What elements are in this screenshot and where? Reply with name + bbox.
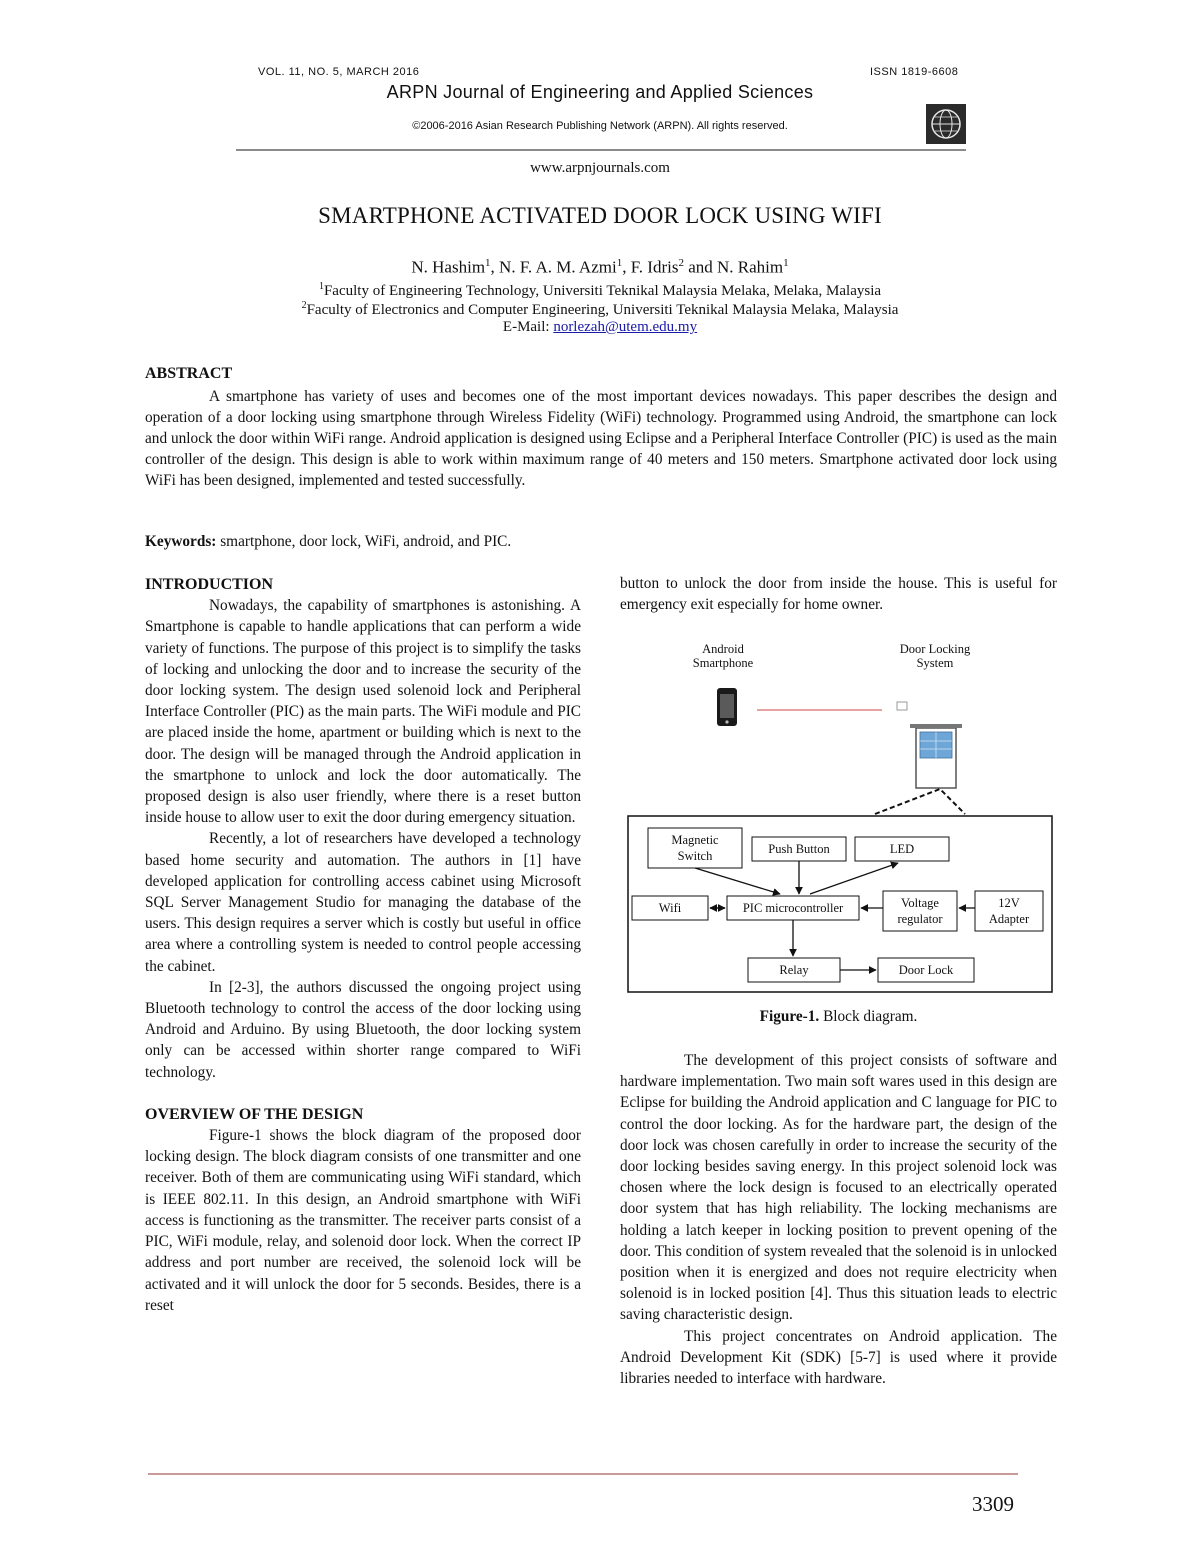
author-name: N. Hashim bbox=[411, 257, 486, 277]
journal-website: www.arpnjournals.com bbox=[530, 160, 670, 176]
author-name: N. Rahim bbox=[717, 257, 784, 277]
author-affiliation-mark: 1 bbox=[485, 257, 491, 269]
svg-text:Switch: Switch bbox=[677, 849, 713, 863]
email-line: E-Mail: norlezah@utem.edu.my bbox=[502, 319, 698, 335]
issn: ISSN 1819-6608 bbox=[870, 66, 959, 78]
page-number: 3309 bbox=[972, 1492, 1014, 1516]
author-separator: and bbox=[683, 257, 718, 277]
door-lock-block bbox=[878, 958, 974, 982]
svg-text:Magnetic: Magnetic bbox=[671, 833, 719, 847]
svg-text:Relay: Relay bbox=[779, 963, 809, 977]
abstract-heading: ABSTRACT bbox=[145, 365, 233, 382]
copyright-notice: ©2006-2016 Asian Research Publishing Network (ARPN). All rights reserved. bbox=[412, 120, 788, 132]
smartphone-icon bbox=[717, 688, 737, 726]
keywords: Keywords: smartphone, door lock, WiFi, android, and PIC. bbox=[145, 533, 512, 550]
svg-text:Wifi: Wifi bbox=[658, 901, 682, 915]
author-affiliation-mark: 1 bbox=[783, 257, 789, 269]
intro-paragraph-3: In [2-3], the authors discussed the ongoing project using Bluetooth technology to control the access of the door locking using Android and Arduino. By using Bluetooth, the door locking system only can be accessed within shorter range compared to WiFi technology. bbox=[145, 978, 581, 1081]
right-column-top bbox=[620, 573, 1057, 615]
door-icon bbox=[910, 724, 962, 788]
svg-text:LED: LED bbox=[889, 842, 915, 856]
author-separator: , bbox=[490, 257, 500, 277]
email-link[interactable]: norlezah@utem.edu.my bbox=[553, 319, 698, 335]
affiliation-2: $^2$Faculty of Electronics and Computer Engineering, Universiti Teknikal Malaysia Melaka, Malaysia bbox=[301, 300, 899, 318]
left-column bbox=[145, 574, 581, 1316]
block-diagram-figure bbox=[620, 636, 1060, 998]
author-affiliation-mark: 1 bbox=[616, 257, 623, 269]
door-system-label-1: Door Locking bbox=[899, 642, 971, 656]
android-label-2: Smartphone bbox=[692, 656, 754, 670]
pic-microcontroller-block bbox=[727, 896, 859, 920]
intro-paragraph-2: Recently, a lot of researchers have developed a technology based home security and automation. The authors in [1] have developed application for controlling access cabinet using Microsoft SQL Server Management Studio for managing the database of the users. This design requires a server which is costly but useful in office area where a controlling system is needed to control people accessing the cabinet. bbox=[145, 830, 581, 975]
led-block bbox=[855, 837, 949, 861]
svg-text:Door Lock: Door Lock bbox=[898, 963, 954, 977]
arpn-globe-logo-icon bbox=[926, 104, 966, 144]
development-paragraph-1: The development of this project consists of software and hardware implementation. Two main soft wares used in this design are Eclipse for building the Android application and C language for PIC to control the door locking. As for the hardware part, the design of the door lock was chosen carefully in order to increase the security of the door locking besides saving energy. In this project solenoid lock was chosen where the lock design is focused to an electrically operated door system that has high reliability. The locking mechanisms are holding a latch keeper in locking position to prevent opening of the door. This condition of system revealed that the solenoid is in unlocked position when it is energized and does not require electricity when solenoid is in locked position [4]. Thus this situation leads to electric saving characteristic design. bbox=[620, 1052, 1057, 1324]
development-paragraph-2: This project concentrates on Android application. The Android Development Kit (SDK) [5-7] is used where it provide libraries needed to interface with hardware. bbox=[620, 1327, 1057, 1388]
author-list bbox=[0, 257, 1200, 278]
volume-info: VOL. 11, NO. 5, MARCH 2016 bbox=[258, 66, 420, 78]
introduction-heading: INTRODUCTION bbox=[145, 576, 274, 593]
right-column-bottom bbox=[620, 1050, 1057, 1389]
relay-block bbox=[748, 958, 840, 982]
svg-text:regulator: regulator bbox=[897, 912, 943, 926]
push-button-block bbox=[752, 837, 846, 861]
footer-rule bbox=[148, 1473, 1018, 1475]
journal-name: ARPN Journal of Engineering and Applied Sciences bbox=[386, 82, 814, 102]
receiver-module-icon bbox=[897, 702, 907, 710]
paper-title: SMARTPHONE ACTIVATED DOOR LOCK USING WIFI bbox=[318, 203, 882, 228]
overview-paragraph-1: Figure-1 shows the block diagram of the proposed door locking design. The block diagram consists of one transmitter and one receiver. Both of them are communicating using WiFi standard, which is IEEE 802.11. In this design, an Android smartphone with WiFi access is functioning as the transmitter. The receiver parts consist of a PIC, WiFi module, relay, and solenoid door lock. When the correct IP address and port number are received, the solenoid lock will be activated and it will unlock the door for 5 seconds. Besides, there is a reset bbox=[145, 1127, 581, 1314]
overview-continuation: button to unlock the door from inside the house. This is useful for emergency exit especially for home owner. bbox=[620, 575, 1057, 614]
author-affiliation-mark: 2 bbox=[678, 257, 684, 269]
author-separator: , bbox=[622, 257, 631, 277]
svg-text:Voltage: Voltage bbox=[901, 896, 939, 910]
overview-heading: OVERVIEW OF THE DESIGN bbox=[145, 1105, 364, 1123]
svg-text:Adapter: Adapter bbox=[988, 912, 1030, 926]
figure-caption: Figure-1. Block diagram. bbox=[759, 1008, 918, 1025]
android-label-1: Android bbox=[702, 642, 744, 656]
intro-paragraph-1: Nowadays, the capability of smartphones is astonishing. A Smartphone is capable to handle applications that can perform a wide variety of functions. The purpose of this project is to simplify the tasks of locking and unlocking the door and to increase the security of the door locking system. The design used solenoid lock and Peripheral Interface Controller (PIC) as the main parts. The WiFi module and PIC are placed inside the home, apartment or building which is next to the door. The design will be managed through the Android application in the smartphone to unlock and lock the door automatically. The proposed design is also user friendly, where there is a reset button inside house to allow user to exit the door during emergency situation. bbox=[145, 597, 581, 827]
svg-text:Push Button: Push Button bbox=[768, 842, 830, 856]
svg-text:PIC microcontroller: PIC microcontroller bbox=[742, 901, 844, 915]
author-name: N. F. A. M. Azmi bbox=[499, 257, 617, 277]
author-name: F. Idris bbox=[630, 257, 679, 277]
svg-text:12V: 12V bbox=[998, 896, 1020, 910]
voltage-regulator-block bbox=[883, 891, 957, 931]
wifi-block bbox=[632, 896, 708, 920]
affiliation-1: $^1$Faculty of Engineering Technology, Universiti Teknikal Malaysia Melaka, Melaka, Malaysia bbox=[318, 281, 882, 299]
magnetic-switch-block bbox=[648, 828, 742, 868]
adapter-12v-block bbox=[975, 891, 1043, 931]
header-rule bbox=[236, 149, 966, 151]
connection-roof-line bbox=[875, 789, 965, 814]
door-system-label-2: System bbox=[916, 656, 954, 670]
abstract-text: A smartphone has variety of uses and becomes one of the most important devices nowadays. This paper describes the design and operation of a door locking using smartphone through Wireless Fidelity (WiFi) technology. Programmed using Android, the smartphone can lock and unlock the door within WiFi range. Android application is designed using Eclipse and a Peripheral Interface Controller (PIC) is used as the main controller of the design. This design is able to work within maximum range of 40 meters and 150 meters. Smartphone activated door lock using WiFi has been designed, implemented and tested successfully. bbox=[145, 388, 1057, 489]
